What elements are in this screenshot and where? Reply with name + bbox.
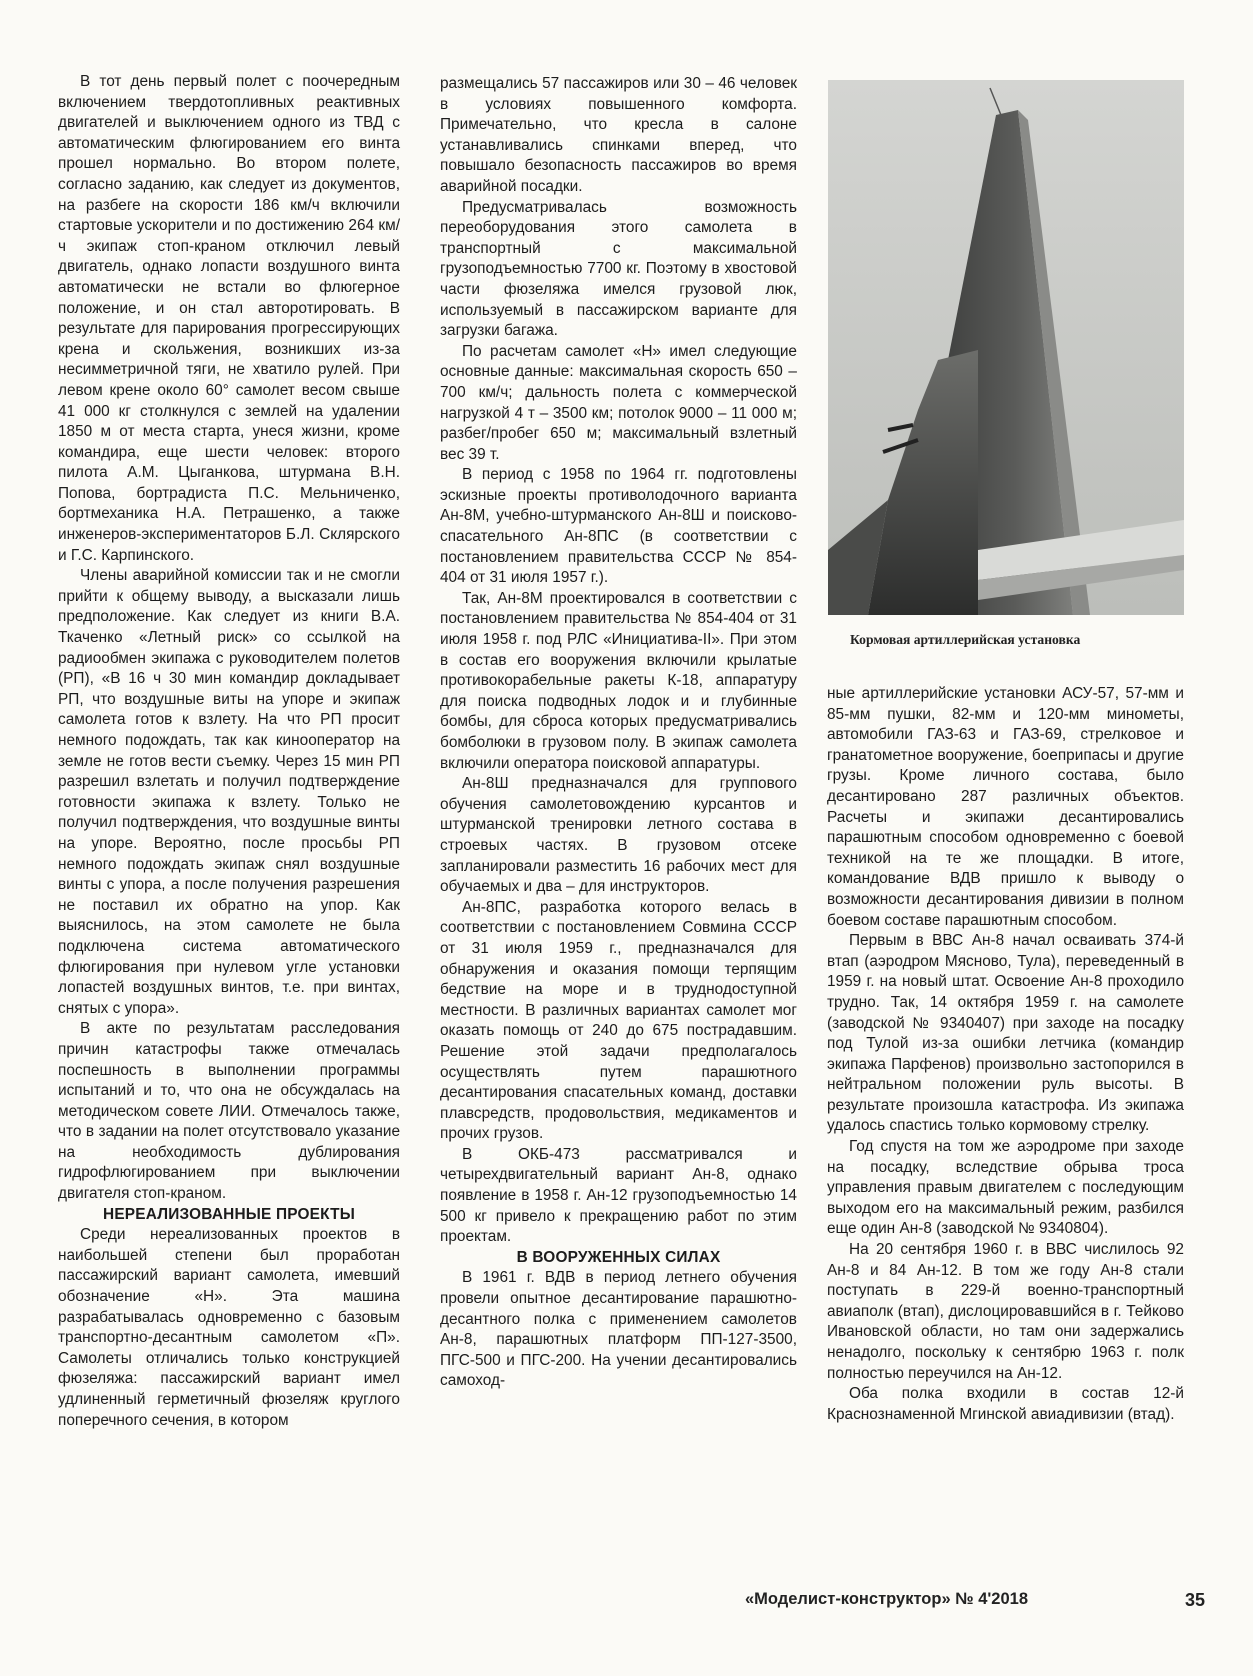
text-column-1 <box>58 72 400 1431</box>
paragraph: Предусматривалась возможность переоборудования этого самолета в транспортный с максимальной грузоподъемностью 7700 кг. Поэтому в хвостовой части фюзеляжа имелся грузовой люк, используемый в пассажирском варианте для загрузки багажа. <box>440 198 797 340</box>
text-column-2 <box>440 74 797 1392</box>
paragraph: В тот день первый полет с поочередным включением твердотопливных реактивных двигателей и выключением одного из ТВД с автоматическим флюгированием его винта прошел нормально. Во втором полете, согласно заданию, как следует из документов, на разбеге на скорости 186 км/ч включили стартовые ускорители и по достижению 264 км/ч экипаж стоп-краном отключил левый двигатель, однако лопасти воздушного винта автоматически не встали во флюгерное положение, и он стал авторотировать. В результате для парирования прогрессирующих крена и скольжения, возникших из-за несимметричной тяги, не хватило рулей. При левом крене около 60° самолет весом свыше 41 000 кг столкнулся с землей на удалении 1850 м от места старта, унеся жизни, кроме командира, еще шести человек: второго пилота А.М. Цыганкова, штурмана В.Н. Попова, бортрадиста П.С. Мельниченко, бортмеханика Н.А. Петрашенко, а также инженеров-экспериментаторов Б.Л. Склярского и Г.С. Карпинского. <box>58 73 400 564</box>
paragraph: В акте по результатам расследования причин катастрофы также отмечалась поспешность в выполнении программы испытаний и то, что она не обсуждалась на методическом совете ЛИИ. Отмечалось также, что в задании на полет отсутствовало указание на необходимость дублирования гидрофлюгированием при выключении двигателя стоп-краном. <box>58 1020 400 1203</box>
paragraph: Члены аварийной комиссии так и не смогли прийти к общему выводу, а высказали лишь предположение. Как следует из книги В.А. Ткаченко «Летный риск» со ссылкой на радиообмен экипажа с руководителем полетов (РП), «В 16 ч 30 мин командир докладывает РП, что воздушные виты на упоре и экипаж самолета готов к взлету. На что РП просит немного подождать, так как кинооператор на земле не готов вести съемку. Через 15 мин РП разрешил взлетать и получил подтверждение готовности экипажа к взлету. Только не получил подтверждения, что воздушные винты на упоре. Вероятно, после просьбы РП немного подождать экипаж снял воздушные винты с упора, а после получения разрешения не поставил их обратно на упор. Как выяснилось, на этом самолете не была подключена система автоматического флюгирования при нулевом угле установки лопастей воздушных винтов, т.е. при винтах, снятых с упора». <box>58 567 400 1017</box>
photo-caption: Кормовая артиллерийская установка <box>850 632 1081 647</box>
paragraph: Ан-8Ш предназначался для группового обучения самолетовождению курсантов и штурманской тренировки летного состава в строевых частях. В грузовом отсеке запланировали разместить 16 рабочих мест для обучаемых и два – для инструкторов. <box>440 775 797 896</box>
tail-gun-photo <box>828 80 1184 615</box>
section-heading: В ВООРУЖЕННЫХ СИЛАХ <box>516 1248 721 1266</box>
paragraph: Так, Ан-8М проектировался в соответствии с постановлением правительства № 854-404 от 31 июля 1958 г. под РЛС «Инициатива-II». При этом в состав его вооружения включили крылатые противокорабельные ракеты К-18, аппаратуру для поиска подводных лодок и и глубинные бомбы, для сброса которых предусматривались бомболюки в грузовом полу. В экипаж самолета включили оператора поисковой аппаратуры. <box>440 589 797 772</box>
paragraph: По расчетам самолет «Н» имел следующие основные данные: максимальная скорость 650 – 700 км/ч; дальность полета с коммерческой нагрузкой 4 т – 3500 км; потолок 9000 – 11 000 м; разбег/пробег 650 м; максимальный взлетный вес 39 т. <box>440 342 797 463</box>
paragraph: В ОКБ-473 рассматривался и четырехдвигательный вариант Ан-8, однако появление в 1958 г. Ан-12 грузоподъемностью 14 500 кг привело к прекращению работ по этим проектам. <box>440 1145 797 1246</box>
tail-fin-illustration <box>828 80 1184 615</box>
magazine-title: «Моделист-конструктор» № 4'2018 <box>745 1590 1029 1608</box>
paragraph: Первым в ВВС Ан-8 начал осваивать 374-й втап (аэродром Мясново, Тула), переведенный в 1959 г. на новый штат. Освоение Ан-8 проходило трудно. Так, 14 октября 1959 г. на самолете (заводской № 9340407) при заходе на посадку под Тулой из-за ошибки летчика (командир экипажа Парфенов) произвольно застопорился в нейтральном положении руль высоты. В результате произошла катастрофа. Из экипажа удалось спастись только кормовому стрелку. <box>827 932 1184 1135</box>
paragraph: Ан-8ПС, разработка которого велась в соответствии с постановлением Совмина СССР от 31 июля 1959 г., предназначался для обнаружения и оказания помощи терпящим бедствие на море и в труднодоступной местности. В различных вариантах самолет мог оказать помощь от 240 до 675 пострадавшим. Решение этой задачи предполагалось осуществлять путем парашютного десантирования спасательных команд, доставки плавсредств, продовольствия, медикаментов и прочих грузов. <box>440 898 797 1143</box>
paragraph: В период с 1958 по 1964 гг. подготовлены эскизные проекты противолодочного варианта Ан-8М, учебно-штурманского Ан-8Ш и поисково-спасательного Ан-8ПС (в соответствии с постановлением правительства СССР № 854-404 от 31 июля 1957 г.). <box>440 466 797 587</box>
section-heading: НЕРЕАЛИЗОВАННЫЕ ПРОЕКТЫ <box>103 1205 355 1223</box>
paragraph: В 1961 г. ВДВ в период летнего обучения провели опытное десантирование парашютно-десантного полка с применением самолетов Ан-8, парашютных платформ ПП-127-3500, ПГС-500 и ПГС-200. На учении десантировались самоход- <box>440 1269 797 1390</box>
paragraph: Оба полка входили в состав 12-й Краснознаменной Мгинской авиадивизии (втад). <box>827 1385 1184 1423</box>
page-number: 35 <box>1184 1590 1205 1610</box>
text-column-3 <box>827 684 1184 1425</box>
paragraph: Год спустя на том же аэродроме при заходе на посадку, вследствие обрыва троса управления правым двигателем с последующим выходом его на максимальный режим, разбился еще один Ан-8 (заводской № 9340804). <box>827 1138 1184 1238</box>
paragraph: На 20 сентября 1960 г. в ВВС числилось 92 Ан-8 и 84 Ан-12. В том же году Ан-8 стали поступать в 229-й военно-транспортный авиаполк (втап), дислоцировавшийся в г. Тейково Ивановской области, но там они задержались ненадолго, поскольку к сентябрю 1963 г. полк полностью переучился на Ан-12. <box>827 1241 1184 1382</box>
paragraph: Среди нереализованных проектов в наибольшей степени был проработан пассажирский вариант самолета, имевший обозначение «Н». Эта машина разрабатывалась одновременно с базовым транспортно-десантным самолетом «П». Самолеты отличались только конструкцией фюзеляжа: пассажирский вариант имел удлиненный герметичный фюзеляж круглого поперечного сечения, в котором <box>58 1226 400 1429</box>
paragraph: размещались 57 пассажиров или 30 – 46 человек в условиях повышенного комфорта. Примечательно, что кресла в салоне устанавливались спинками вперед, что повышало безопасность пассажиров во время аварийной посадки. <box>440 75 797 195</box>
paragraph: ные артиллерийские установки АСУ-57, 57-мм и 85-мм пушки, 82-мм и 120-мм минометы, автомобили ГАЗ-63 и ГАЗ-69, стрелковое и гранатометное вооружение, боеприпасы и другие грузы. Кроме личного состава, было десантировано 287 различных объектов. Расчеты и экипажи десантировались парашютным способом одновременно с боевой техникой на те же площадки. В итоге, командование ВДВ пришло к выводу о возможности десантирования дивизии в полном боевом составе парашютным способом. <box>827 685 1184 929</box>
